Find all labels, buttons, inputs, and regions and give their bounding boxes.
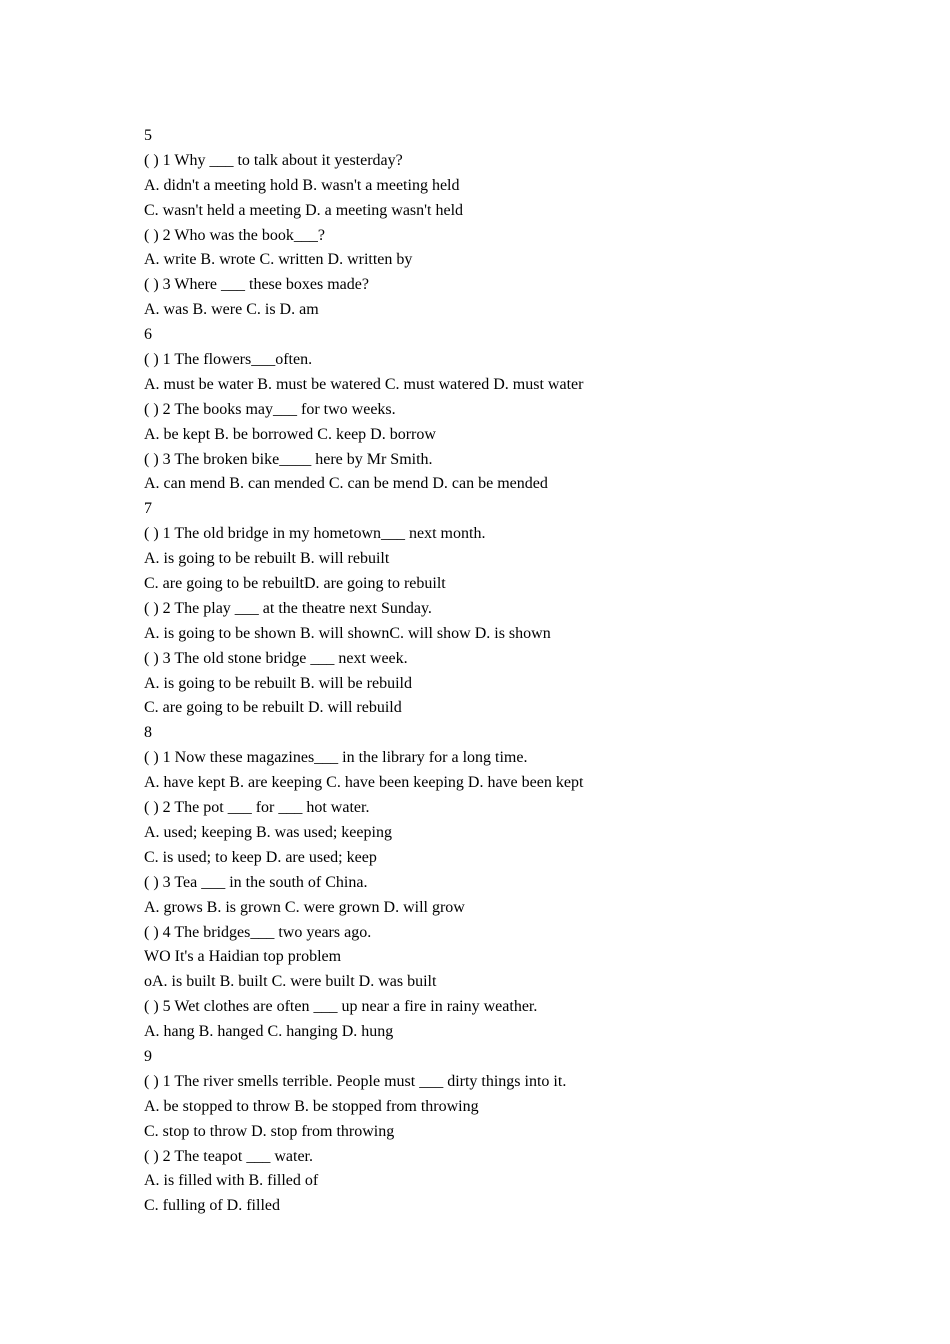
answer-options: C. fulling of D. filled — [144, 1197, 280, 1215]
question: ( ) 1 Why ___ to talk about it yesterday? — [144, 151, 403, 169]
answer-options: A. write B. wrote C. written D. written by — [144, 251, 413, 269]
question: ( ) 3 Where ___ these boxes made? — [144, 276, 369, 294]
answer-options: A. hang B. hanged C. hanging D. hung — [144, 1023, 394, 1041]
answer-options: A. must be water B. must be watered C. must watered D. must water — [144, 375, 584, 393]
answer-options: oA. is built B. built C. were built D. was built — [144, 973, 437, 991]
question: ( ) 2 Who was the book___? — [144, 226, 325, 244]
section-number: 6 — [144, 326, 152, 344]
question: ( ) 2 The play ___ at the theatre next Sunday. — [144, 599, 432, 617]
answer-options: C. wasn't held a meeting D. a meeting wasn't held — [144, 201, 464, 219]
question: ( ) 3 The old stone bridge ___ next week. — [144, 649, 408, 667]
question: ( ) 1 The old bridge in my hometown___ next month. — [144, 525, 486, 543]
answer-options: C. are going to be rebuilt D. will rebuild — [144, 699, 402, 717]
answer-options: A. didn't a meeting hold B. wasn't a meeting held — [144, 176, 460, 194]
answer-options: C. is used; to keep D. are used; keep — [144, 848, 377, 866]
answer-options: A. is filled with B. filled of — [144, 1172, 319, 1190]
answer-options: A. is going to be rebuilt B. will be rebuild — [144, 674, 412, 692]
answer-options: A. is going to be rebuilt B. will rebuilt — [144, 550, 390, 568]
answer-options: A. be kept B. be borrowed C. keep D. borrow — [144, 425, 436, 443]
question: ( ) 2 The pot ___ for ___ hot water. — [144, 799, 370, 817]
answer-options: A. used; keeping B. was used; keeping — [144, 823, 392, 841]
answer-options: A. be stopped to throw B. be stopped from throwing — [144, 1097, 479, 1115]
stray-text: WO It's a Haidian top problem — [144, 948, 342, 966]
question: ( ) 2 The teapot ___ water. — [144, 1147, 313, 1165]
question: ( ) 2 The books may___ for two weeks. — [144, 400, 396, 418]
question: ( ) 4 The bridges___ two years ago. — [144, 923, 372, 941]
question: ( ) 3 The broken bike____ here by Mr Smith. — [144, 450, 433, 468]
section-number: 7 — [144, 500, 152, 518]
section-number: 8 — [144, 724, 152, 742]
question: ( ) 5 Wet clothes are often ___ up near a fire in rainy weather. — [144, 998, 538, 1016]
question: ( ) 1 Now these magazines___ in the library for a long time. — [144, 749, 528, 767]
document-page — [144, 124, 844, 1219]
answer-options: A. can mend B. can mended C. can be mend D. can be mended — [144, 475, 548, 493]
question: ( ) 1 The flowers___often. — [144, 351, 313, 369]
answer-options: A. was B. were C. is D. am — [144, 301, 319, 319]
answer-options: A. have kept B. are keeping C. have been keeping D. have been kept — [144, 774, 584, 792]
section-number: 9 — [144, 1047, 152, 1065]
answer-options: A. is going to be shown B. will shownC. will show D. is shown — [144, 624, 551, 642]
section-number: 5 — [144, 127, 152, 144]
answer-options: C. stop to throw D. stop from throwing — [144, 1122, 395, 1140]
answer-options: C. are going to be rebuiltD. are going to rebuilt — [144, 575, 446, 593]
question: ( ) 3 Tea ___ in the south of China. — [144, 873, 368, 891]
answer-options: A. grows B. is grown C. were grown D. will grow — [144, 898, 465, 916]
question: ( ) 1 The river smells terrible. People must ___ dirty things into it. — [144, 1072, 567, 1090]
